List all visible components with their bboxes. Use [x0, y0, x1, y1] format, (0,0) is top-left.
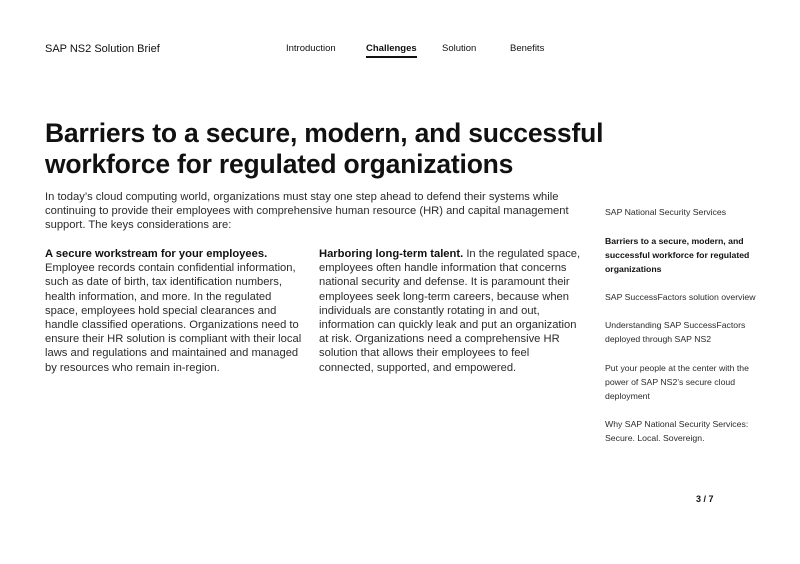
- nav-benefits-label: Benefits: [510, 43, 545, 54]
- toc-item-successfactors-overview[interactable]: SAP SuccessFactors solution overview: [605, 292, 756, 302]
- toc-item-put-your-people-at-center[interactable]: Put your people at the center with the power of SAP NS2’s secure cloud deployment: [605, 363, 749, 401]
- page-number: 3 / 7: [696, 494, 714, 504]
- nav-challenges[interactable]: [366, 43, 417, 54]
- left-column: [45, 247, 307, 375]
- active-tab-underline: [366, 56, 417, 58]
- nav-solution-label: Solution: [442, 43, 477, 54]
- right-column: [319, 247, 581, 375]
- nav-benefits[interactable]: [510, 43, 544, 54]
- toc-item-why-sap-ns2[interactable]: Why SAP National Security Services: Secure. Local. Sovereign.: [605, 419, 749, 443]
- nav-introduction[interactable]: [286, 43, 336, 54]
- nav-solution[interactable]: [442, 43, 476, 54]
- right-column-heading: Harboring long-term talent.: [319, 248, 467, 260]
- nav-introduction-label: Introduction: [286, 43, 336, 54]
- toc-item-understanding-successfactors[interactable]: Understanding SAP SuccessFactors deployed through SAP NS2: [605, 320, 746, 344]
- right-column-body: In the regulated space, employees often handle information that concerns national security and defense. It is paramount their employees seek long-term careers, because when individuals are constantly rotating in and out, information can quickly leak and put an organization at risk. Organizations need a comprehensive HR solution that allows their employees to feel connected, supported, and empowered.: [319, 248, 581, 374]
- brand-title: SAP NS2 Solution Brief: [45, 43, 160, 55]
- left-column-body: Employee records contain confidential information, such as date of birth, tax identification numbers, health information, and more. In the regulated space, employees hold special clearances and handle classified operations. Organizations need to ensure their HR solution is compliant with their local laws and regulations and maintained and managed by resources who remain in-region.: [45, 262, 302, 374]
- nav-challenges-label: Challenges: [366, 43, 417, 54]
- intro-paragraph: In today’s cloud computing world, organizations must stay one step ahead to defend their systems while continuing to provide their employees with comprehensive human resource (HR) and capital management support. The keys considerations are:: [45, 191, 569, 232]
- left-column-heading: A secure workstream for your employees.: [45, 248, 268, 260]
- toc-item-sap-national-security-services[interactable]: SAP National Security Services: [605, 207, 727, 217]
- page-title: Barriers to a secure, modern, and successful workforce for regulated organizations: [45, 118, 604, 179]
- toc-item-barriers[interactable]: Barriers to a secure, modern, and successful workforce for regulated organizations: [605, 236, 750, 274]
